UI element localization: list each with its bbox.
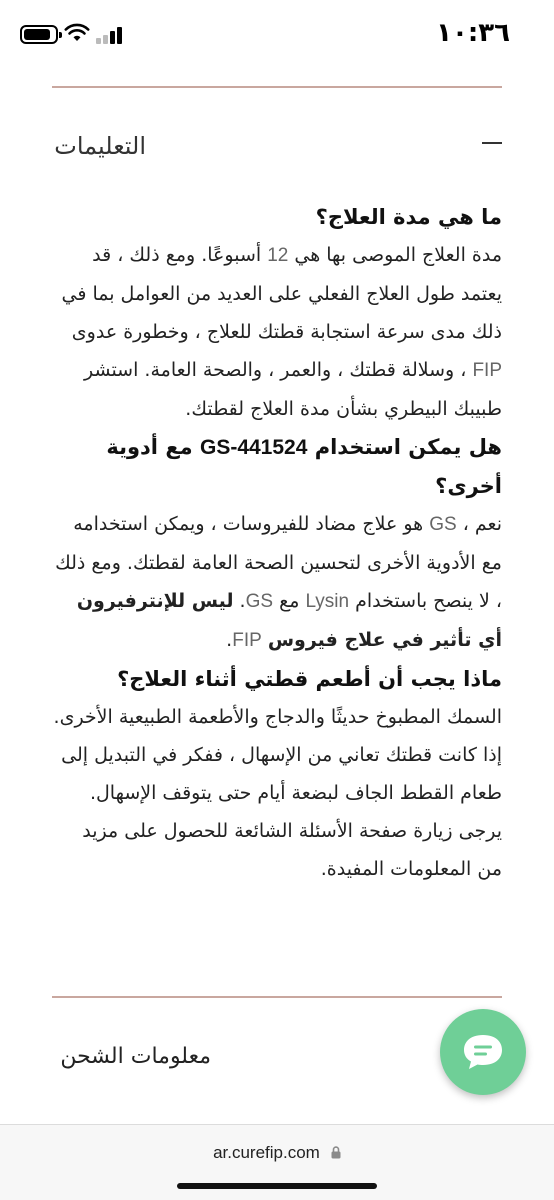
faq-note: يرجى زيارة صفحة الأسئلة الشائعة للحصول على مزيد من المعلومات المفيدة. xyxy=(82,820,502,880)
chat-bubble-icon xyxy=(440,1009,526,1095)
section-divider xyxy=(52,996,502,998)
battery-icon xyxy=(20,25,58,44)
url-text: ar.curefip.com xyxy=(213,1143,320,1162)
shipping-info-header[interactable]: معلومات الشحن xyxy=(60,1044,211,1069)
faq-answer: مدة العلاج الموصى بها هي 12 أسبوعًا. ومع ذلك ، قد يعتمد طول العلاج الفعلي على العديد من العوامل بما في ذلك مدى سرعة استجابة قطتك للعلاج ، وخطورة عدوى FIP ، وسلالة قطتك ، والعمر ، والصحة العامة. استشر طبيبك البيطري بشأن مدة العلاج لقطتك. xyxy=(61,244,502,420)
faq-accordion-header[interactable] xyxy=(52,128,502,168)
faq-answer: نعم ، GS هو علاج مضاد للفيروسات ، ويمكن استخدامه مع الأدوية الأخرى لتحسين الصحة العامة لقطتك. ومع ذلك ، لا ينصح باستخدام Lysin مع GS. ليس للإنترفيرون أي تأثير في علاج فيروس FIP. xyxy=(55,513,502,651)
wifi-icon xyxy=(64,22,90,44)
lock-icon xyxy=(331,1146,341,1159)
top-divider xyxy=(52,86,502,88)
faq-answer: السمك المطبوخ حديثًا والدجاج والأطعمة الطبيعية الأخرى. إذا كانت قطتك تعاني من الإسهال ، ففكر في التبديل إلى طعام القطط الجاف لبضعة أيام حتى يتوقف الإسهال. xyxy=(53,706,502,804)
faq-question: هل يمكن استخدام GS-441524 مع أدوية أخرى؟ xyxy=(106,435,502,498)
faq-accordion-title: التعليمات xyxy=(54,132,146,160)
minus-icon[interactable] xyxy=(482,142,502,144)
faq-question: ماذا يجب أن أطعم قطتي أثناء العلاج؟ xyxy=(117,667,502,691)
address-bar-content xyxy=(0,1143,554,1163)
home-indicator xyxy=(177,1183,377,1189)
cellular-signal-icon xyxy=(96,26,122,44)
status-time: ١٠:٣٦ xyxy=(436,18,510,48)
chat-button[interactable] xyxy=(440,1009,526,1095)
faq-question: ما هي مدة العلاج؟ xyxy=(315,205,502,229)
status-bar xyxy=(0,0,554,70)
faq-content xyxy=(52,198,502,888)
